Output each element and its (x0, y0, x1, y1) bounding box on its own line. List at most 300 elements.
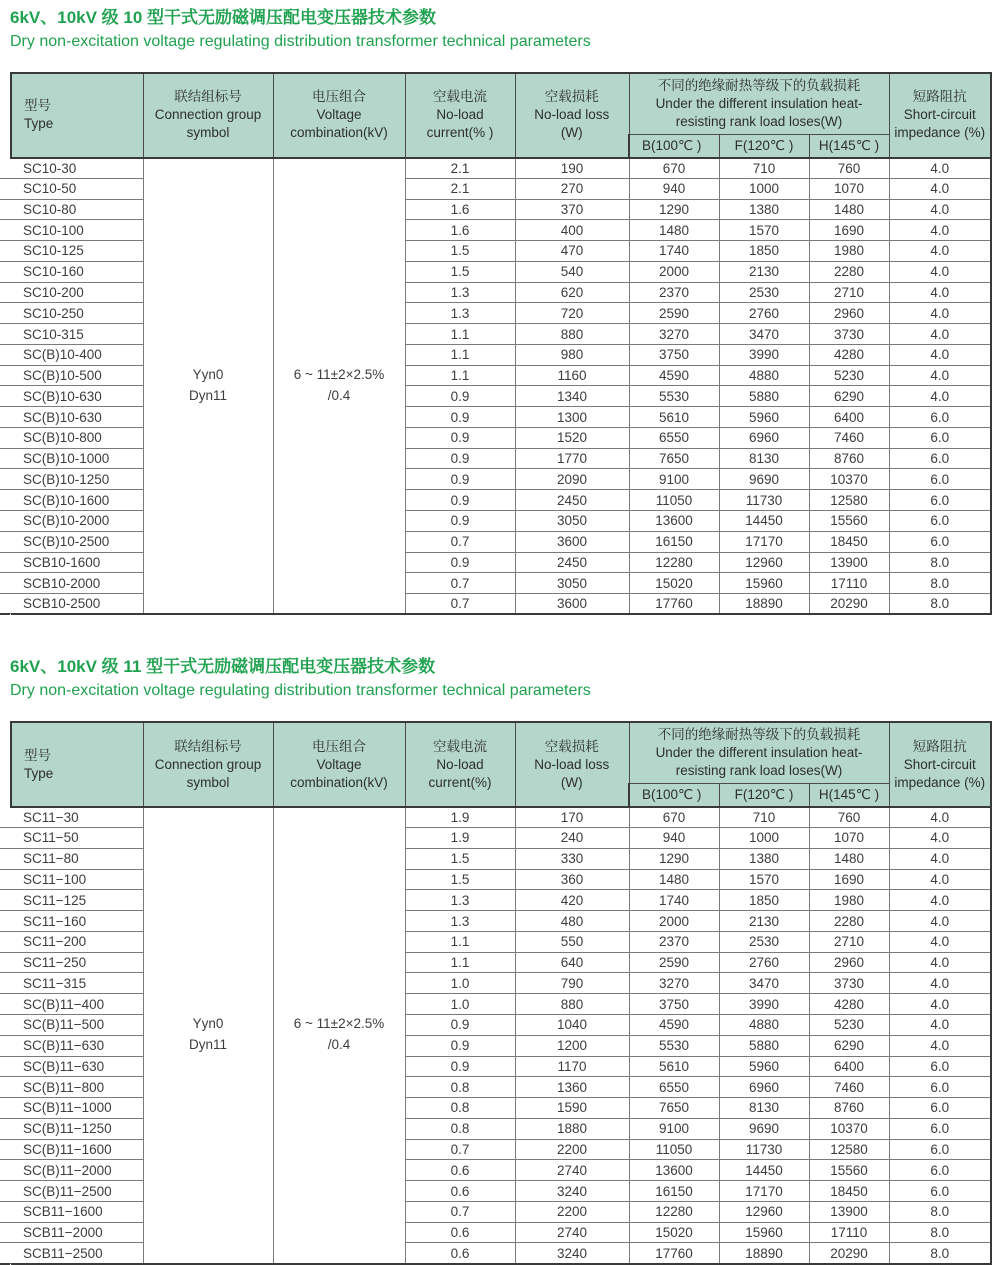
header-class-b: B(100℃ ) (629, 134, 719, 158)
table-row (11, 807, 991, 828)
load-loss-f-cell: 9690 (719, 1118, 809, 1139)
load-loss-b-cell: 2000 (629, 911, 719, 932)
impedance-cell: 6.0 (889, 1181, 991, 1202)
type-cell: SCB10-1600 (11, 552, 143, 573)
impedance-cell: 8.0 (889, 1243, 991, 1264)
type-cell: SC(B)10-1000 (11, 448, 143, 469)
load-loss-b-cell: 940 (629, 828, 719, 849)
header-class-h: H(145℃ ) (809, 783, 889, 807)
type-cell: SC10-30 (11, 158, 143, 179)
impedance-cell: 6.0 (889, 511, 991, 532)
load-loss-b-cell: 3750 (629, 344, 719, 365)
type-cell: SC(B)11−1000 (11, 1098, 143, 1119)
load-loss-h-cell: 2280 (809, 911, 889, 932)
load-loss-f-cell: 18890 (719, 594, 809, 615)
no-load-loss-cell: 1170 (515, 1056, 629, 1077)
no-load-current-cell: 0.6 (405, 1181, 515, 1202)
no-load-loss-cell: 550 (515, 931, 629, 952)
no-load-loss-cell: 640 (515, 952, 629, 973)
impedance-cell: 4.0 (889, 1015, 991, 1036)
load-loss-b-cell: 4590 (629, 365, 719, 386)
parameters-table-10 (10, 72, 992, 615)
type-cell: SC11−200 (11, 931, 143, 952)
header-no-load-loss: 空载损耗 No-load loss (W) (515, 73, 629, 158)
load-loss-f-cell: 5880 (719, 386, 809, 407)
header-class-f: F(120℃ ) (719, 134, 809, 158)
load-loss-f-cell: 2530 (719, 282, 809, 303)
header-class-h: H(145℃ ) (809, 134, 889, 158)
load-loss-b-cell: 3750 (629, 994, 719, 1015)
impedance-cell: 4.0 (889, 324, 991, 345)
type-cell: SCB10-2000 (11, 573, 143, 594)
load-loss-b-cell: 2000 (629, 261, 719, 282)
load-loss-f-cell: 5960 (719, 407, 809, 428)
no-load-loss-cell: 1160 (515, 365, 629, 386)
load-loss-h-cell: 4280 (809, 994, 889, 1015)
load-loss-f-cell: 4880 (719, 1015, 809, 1036)
load-loss-h-cell: 1690 (809, 220, 889, 241)
impedance-cell: 4.0 (889, 303, 991, 324)
table-body (11, 158, 991, 615)
load-loss-b-cell: 6550 (629, 427, 719, 448)
no-load-current-cell: 0.8 (405, 1077, 515, 1098)
type-cell: SC11−315 (11, 973, 143, 994)
load-loss-b-cell: 11050 (629, 490, 719, 511)
load-loss-h-cell: 7460 (809, 1077, 889, 1098)
type-cell: SC11−50 (11, 828, 143, 849)
impedance-cell: 6.0 (889, 490, 991, 511)
load-loss-b-cell: 7650 (629, 1098, 719, 1119)
impedance-cell: 6.0 (889, 1098, 991, 1119)
no-load-loss-cell: 240 (515, 828, 629, 849)
impedance-cell: 4.0 (889, 365, 991, 386)
load-loss-h-cell: 20290 (809, 1243, 889, 1264)
load-loss-f-cell: 6960 (719, 427, 809, 448)
load-loss-b-cell: 15020 (629, 573, 719, 594)
load-loss-f-cell: 3470 (719, 973, 809, 994)
load-loss-b-cell: 1290 (629, 199, 719, 220)
impedance-cell: 4.0 (889, 241, 991, 262)
impedance-cell: 4.0 (889, 931, 991, 952)
no-load-loss-cell: 3600 (515, 531, 629, 552)
impedance-cell: 4.0 (889, 848, 991, 869)
load-loss-f-cell: 6960 (719, 1077, 809, 1098)
no-load-loss-cell: 980 (515, 344, 629, 365)
no-load-current-cell: 0.9 (405, 469, 515, 490)
load-loss-f-cell: 9690 (719, 469, 809, 490)
load-loss-f-cell: 1850 (719, 890, 809, 911)
type-cell: SCB11−2500 (11, 1243, 143, 1264)
load-loss-f-cell: 1570 (719, 220, 809, 241)
impedance-cell: 6.0 (889, 1118, 991, 1139)
impedance-cell: 8.0 (889, 552, 991, 573)
table-section-11 (10, 655, 990, 1264)
no-load-current-cell: 0.7 (405, 1201, 515, 1222)
no-load-current-cell: 0.9 (405, 386, 515, 407)
impedance-cell: 4.0 (889, 178, 991, 199)
load-loss-f-cell: 2130 (719, 911, 809, 932)
no-load-loss-cell: 2090 (515, 469, 629, 490)
load-loss-f-cell: 2760 (719, 952, 809, 973)
load-loss-f-cell: 1380 (719, 848, 809, 869)
header-short-circuit-impedance: 短路阻抗 Short-circuit impedance (%) (889, 722, 991, 807)
load-loss-f-cell: 12960 (719, 552, 809, 573)
type-cell: SC(B)10-800 (11, 427, 143, 448)
load-loss-h-cell: 12580 (809, 1139, 889, 1160)
load-loss-h-cell: 2280 (809, 261, 889, 282)
no-load-current-cell: 0.8 (405, 1118, 515, 1139)
load-loss-h-cell: 6290 (809, 386, 889, 407)
load-loss-h-cell: 4280 (809, 344, 889, 365)
no-load-current-cell: 2.1 (405, 178, 515, 199)
impedance-cell: 4.0 (889, 890, 991, 911)
connection-group-cell: Yyn0 Dyn11 (143, 807, 273, 1264)
type-cell: SC10-100 (11, 220, 143, 241)
no-load-current-cell: 1.1 (405, 952, 515, 973)
load-loss-h-cell: 760 (809, 158, 889, 179)
no-load-loss-cell: 1300 (515, 407, 629, 428)
impedance-cell: 4.0 (889, 386, 991, 407)
load-loss-b-cell: 15020 (629, 1222, 719, 1243)
section1-title-zh: 6kV、10kV 级 10 型干式无励磁调压配电变压器技术参数 (10, 8, 437, 27)
load-loss-b-cell: 5530 (629, 386, 719, 407)
load-loss-b-cell: 7650 (629, 448, 719, 469)
load-loss-h-cell: 15560 (809, 1160, 889, 1181)
load-loss-h-cell: 1980 (809, 890, 889, 911)
load-loss-b-cell: 3270 (629, 973, 719, 994)
impedance-cell: 8.0 (889, 594, 991, 615)
load-loss-b-cell: 1290 (629, 848, 719, 869)
impedance-cell: 4.0 (889, 282, 991, 303)
impedance-cell: 4.0 (889, 199, 991, 220)
table-section-10 (10, 6, 990, 615)
load-loss-f-cell: 3990 (719, 994, 809, 1015)
load-loss-f-cell: 8130 (719, 1098, 809, 1119)
header-connection-group: 联结组标号 Connection group symbol (143, 73, 273, 158)
impedance-cell: 4.0 (889, 344, 991, 365)
load-loss-f-cell: 14450 (719, 511, 809, 532)
load-loss-f-cell: 2530 (719, 931, 809, 952)
impedance-cell: 4.0 (889, 807, 991, 828)
load-loss-f-cell: 1000 (719, 178, 809, 199)
no-load-loss-cell: 790 (515, 973, 629, 994)
type-cell: SC11−125 (11, 890, 143, 911)
header-class-b: B(100℃ ) (629, 783, 719, 807)
no-load-loss-cell: 880 (515, 994, 629, 1015)
load-loss-f-cell: 11730 (719, 490, 809, 511)
header-load-losses: 不同的绝缘耐热等级下的负载损耗 Under the different insulation heat- resisting rank load loses(W) (629, 722, 889, 783)
impedance-cell: 8.0 (889, 1201, 991, 1222)
no-load-current-cell: 1.3 (405, 282, 515, 303)
type-cell: SC(B)10-1600 (11, 490, 143, 511)
impedance-cell: 4.0 (889, 911, 991, 932)
impedance-cell: 8.0 (889, 1222, 991, 1243)
no-load-current-cell: 1.5 (405, 261, 515, 282)
no-load-loss-cell: 360 (515, 869, 629, 890)
no-load-current-cell: 0.7 (405, 1139, 515, 1160)
no-load-loss-cell: 620 (515, 282, 629, 303)
type-cell: SC(B)10-500 (11, 365, 143, 386)
no-load-loss-cell: 540 (515, 261, 629, 282)
impedance-cell: 4.0 (889, 973, 991, 994)
no-load-current-cell: 0.7 (405, 594, 515, 615)
no-load-loss-cell: 1340 (515, 386, 629, 407)
no-load-loss-cell: 420 (515, 890, 629, 911)
no-load-current-cell: 2.1 (405, 158, 515, 179)
load-loss-f-cell: 710 (719, 158, 809, 179)
no-load-loss-cell: 1360 (515, 1077, 629, 1098)
load-loss-f-cell: 1380 (719, 199, 809, 220)
no-load-current-cell: 0.7 (405, 531, 515, 552)
load-loss-h-cell: 20290 (809, 594, 889, 615)
no-load-current-cell: 0.9 (405, 1035, 515, 1056)
header-type: 型号 Type (11, 722, 143, 807)
load-loss-f-cell: 1850 (719, 241, 809, 262)
no-load-loss-cell: 3050 (515, 511, 629, 532)
load-loss-b-cell: 11050 (629, 1139, 719, 1160)
load-loss-f-cell: 5960 (719, 1056, 809, 1077)
no-load-current-cell: 0.7 (405, 573, 515, 594)
load-loss-f-cell: 1000 (719, 828, 809, 849)
no-load-current-cell: 1.0 (405, 994, 515, 1015)
load-loss-b-cell: 2370 (629, 931, 719, 952)
impedance-cell: 4.0 (889, 158, 991, 179)
no-load-loss-cell: 2200 (515, 1139, 629, 1160)
no-load-loss-cell: 720 (515, 303, 629, 324)
no-load-current-cell: 1.1 (405, 324, 515, 345)
load-loss-h-cell: 1070 (809, 178, 889, 199)
header-no-load-current: 空载电流 No-load current(% ) (405, 73, 515, 158)
no-load-loss-cell: 1770 (515, 448, 629, 469)
load-loss-b-cell: 12280 (629, 1201, 719, 1222)
load-loss-b-cell: 2590 (629, 952, 719, 973)
load-loss-b-cell: 940 (629, 178, 719, 199)
load-loss-h-cell: 3730 (809, 973, 889, 994)
connection-group-cell: Yyn0 Dyn11 (143, 158, 273, 615)
no-load-loss-cell: 2740 (515, 1222, 629, 1243)
no-load-current-cell: 1.1 (405, 931, 515, 952)
load-loss-h-cell: 13900 (809, 1201, 889, 1222)
load-loss-b-cell: 13600 (629, 511, 719, 532)
section2-title-en: Dry non-excitation voltage regulating distribution transformer technical parameters (10, 682, 591, 700)
load-loss-h-cell: 5230 (809, 365, 889, 386)
load-loss-b-cell: 5610 (629, 1056, 719, 1077)
table-header (11, 73, 991, 158)
load-loss-h-cell: 5230 (809, 1015, 889, 1036)
parameters-table-10-wrap (10, 72, 990, 615)
type-cell: SCB10-2500 (11, 594, 143, 615)
load-loss-f-cell: 4880 (719, 365, 809, 386)
type-cell: SC(B)10-2500 (11, 531, 143, 552)
load-loss-f-cell: 3990 (719, 344, 809, 365)
no-load-loss-cell: 1520 (515, 427, 629, 448)
type-cell: SC(B)11−400 (11, 994, 143, 1015)
load-loss-f-cell: 1570 (719, 869, 809, 890)
impedance-cell: 6.0 (889, 1160, 991, 1181)
no-load-current-cell: 0.8 (405, 1098, 515, 1119)
load-loss-b-cell: 13600 (629, 1160, 719, 1181)
impedance-cell: 6.0 (889, 469, 991, 490)
type-cell: SC11−30 (11, 807, 143, 828)
impedance-cell: 6.0 (889, 448, 991, 469)
type-cell: SC(B)11−2000 (11, 1160, 143, 1181)
load-loss-b-cell: 670 (629, 158, 719, 179)
voltage-combination-cell: 6 ~ 11±2×2.5% /0.4 (273, 807, 405, 1264)
no-load-current-cell: 1.3 (405, 303, 515, 324)
no-load-current-cell: 1.9 (405, 807, 515, 828)
no-load-loss-cell: 400 (515, 220, 629, 241)
load-loss-f-cell: 11730 (719, 1139, 809, 1160)
load-loss-h-cell: 13900 (809, 552, 889, 573)
no-load-current-cell: 1.3 (405, 890, 515, 911)
load-loss-h-cell: 1690 (809, 869, 889, 890)
load-loss-h-cell: 6400 (809, 1056, 889, 1077)
no-load-current-cell: 0.9 (405, 511, 515, 532)
no-load-loss-cell: 170 (515, 807, 629, 828)
no-load-current-cell: 0.6 (405, 1222, 515, 1243)
load-loss-b-cell: 670 (629, 807, 719, 828)
no-load-current-cell: 1.1 (405, 365, 515, 386)
no-load-current-cell: 0.9 (405, 1015, 515, 1036)
header-short-circuit-impedance: 短路阻抗 Short-circuit impedance (%) (889, 73, 991, 158)
load-loss-b-cell: 5530 (629, 1035, 719, 1056)
header-type-zh: 型号 (24, 98, 51, 114)
load-loss-b-cell: 2370 (629, 282, 719, 303)
header-load-losses: 不同的绝缘耐热等级下的负载损耗 Under the different insulation heat- resisting rank load loses(W) (629, 73, 889, 134)
type-cell: SC(B)11−630 (11, 1056, 143, 1077)
load-loss-h-cell: 6290 (809, 1035, 889, 1056)
type-cell: SC(B)11−500 (11, 1015, 143, 1036)
type-cell: SC10-125 (11, 241, 143, 262)
no-load-current-cell: 0.9 (405, 427, 515, 448)
type-cell: SC(B)11−1600 (11, 1139, 143, 1160)
section2-title-zh: 6kV、10kV 级 11 型干式无励磁调压配电变压器技术参数 (10, 657, 436, 677)
load-loss-f-cell: 12960 (719, 1201, 809, 1222)
load-loss-b-cell: 5610 (629, 407, 719, 428)
no-load-loss-cell: 330 (515, 848, 629, 869)
load-loss-h-cell: 12580 (809, 490, 889, 511)
no-load-current-cell: 1.6 (405, 220, 515, 241)
load-loss-f-cell: 18890 (719, 1243, 809, 1264)
table-row (11, 158, 991, 179)
header-voltage-combination: 电压组合 Voltage combination(kV) (273, 722, 405, 807)
no-load-loss-cell: 190 (515, 158, 629, 179)
load-loss-h-cell: 8760 (809, 448, 889, 469)
impedance-cell: 4.0 (889, 828, 991, 849)
no-load-current-cell: 0.9 (405, 1056, 515, 1077)
no-load-loss-cell: 3600 (515, 594, 629, 615)
voltage-combination-cell: 6 ~ 11±2×2.5% /0.4 (273, 158, 405, 615)
load-loss-h-cell: 1980 (809, 241, 889, 262)
load-loss-f-cell: 3470 (719, 324, 809, 345)
no-load-loss-cell: 1200 (515, 1035, 629, 1056)
load-loss-b-cell: 1740 (629, 241, 719, 262)
no-load-current-cell: 1.3 (405, 911, 515, 932)
type-cell: SC10-160 (11, 261, 143, 282)
type-cell: SC(B)10-630 (11, 386, 143, 407)
impedance-cell: 6.0 (889, 1077, 991, 1098)
type-cell: SC11−160 (11, 911, 143, 932)
type-cell: SC10-315 (11, 324, 143, 345)
load-loss-b-cell: 17760 (629, 1243, 719, 1264)
no-load-current-cell: 1.0 (405, 973, 515, 994)
type-cell: SC11−100 (11, 869, 143, 890)
load-loss-b-cell: 9100 (629, 1118, 719, 1139)
load-loss-h-cell: 8760 (809, 1098, 889, 1119)
no-load-current-cell: 0.6 (405, 1160, 515, 1181)
no-load-current-cell: 1.6 (405, 199, 515, 220)
no-load-loss-cell: 2200 (515, 1201, 629, 1222)
load-loss-h-cell: 1070 (809, 828, 889, 849)
load-loss-f-cell: 15960 (719, 1222, 809, 1243)
type-cell: SC11−250 (11, 952, 143, 973)
no-load-current-cell: 0.6 (405, 1243, 515, 1264)
header-no-load-current: 空载电流 No-load current(%) (405, 722, 515, 807)
header-no-load-loss: 空载损耗 No-load loss (W) (515, 722, 629, 807)
load-loss-h-cell: 3730 (809, 324, 889, 345)
no-load-current-cell: 1.1 (405, 344, 515, 365)
no-load-loss-cell: 1880 (515, 1118, 629, 1139)
no-load-loss-cell: 370 (515, 199, 629, 220)
no-load-current-cell: 1.5 (405, 869, 515, 890)
load-loss-h-cell: 10370 (809, 469, 889, 490)
no-load-loss-cell: 2740 (515, 1160, 629, 1181)
type-cell: SC(B)10-1250 (11, 469, 143, 490)
load-loss-h-cell: 1480 (809, 199, 889, 220)
no-load-current-cell: 0.9 (405, 407, 515, 428)
type-cell: SC(B)10-630 (11, 407, 143, 428)
load-loss-f-cell: 710 (719, 807, 809, 828)
load-loss-b-cell: 3270 (629, 324, 719, 345)
no-load-current-cell: 0.9 (405, 448, 515, 469)
impedance-cell: 6.0 (889, 407, 991, 428)
impedance-cell: 4.0 (889, 869, 991, 890)
no-load-loss-cell: 2450 (515, 552, 629, 573)
load-loss-h-cell: 1480 (809, 848, 889, 869)
no-load-current-cell: 1.5 (405, 848, 515, 869)
impedance-cell: 6.0 (889, 427, 991, 448)
load-loss-b-cell: 2590 (629, 303, 719, 324)
load-loss-f-cell: 17170 (719, 1181, 809, 1202)
load-loss-h-cell: 7460 (809, 427, 889, 448)
type-cell: SC10-50 (11, 178, 143, 199)
parameters-table-11-wrap (10, 721, 990, 1264)
table-header (11, 722, 991, 807)
parameters-table-11 (10, 721, 992, 1264)
no-load-loss-cell: 3050 (515, 573, 629, 594)
load-loss-f-cell: 2760 (719, 303, 809, 324)
load-loss-f-cell: 8130 (719, 448, 809, 469)
header-connection-group: 联结组标号 Connection group symbol (143, 722, 273, 807)
no-load-current-cell: 0.9 (405, 490, 515, 511)
impedance-cell: 8.0 (889, 573, 991, 594)
impedance-cell: 4.0 (889, 994, 991, 1015)
no-load-loss-cell: 1040 (515, 1015, 629, 1036)
type-cell: SC(B)10-400 (11, 344, 143, 365)
type-cell: SC10-250 (11, 303, 143, 324)
no-load-current-cell: 1.9 (405, 828, 515, 849)
load-loss-h-cell: 15560 (809, 511, 889, 532)
no-load-loss-cell: 880 (515, 324, 629, 345)
load-loss-h-cell: 18450 (809, 1181, 889, 1202)
load-loss-b-cell: 16150 (629, 1181, 719, 1202)
impedance-cell: 4.0 (889, 220, 991, 241)
load-loss-b-cell: 1480 (629, 220, 719, 241)
type-cell: SC11−80 (11, 848, 143, 869)
type-cell: SCB11−1600 (11, 1201, 143, 1222)
load-loss-h-cell: 2960 (809, 952, 889, 973)
no-load-current-cell: 1.5 (405, 241, 515, 262)
